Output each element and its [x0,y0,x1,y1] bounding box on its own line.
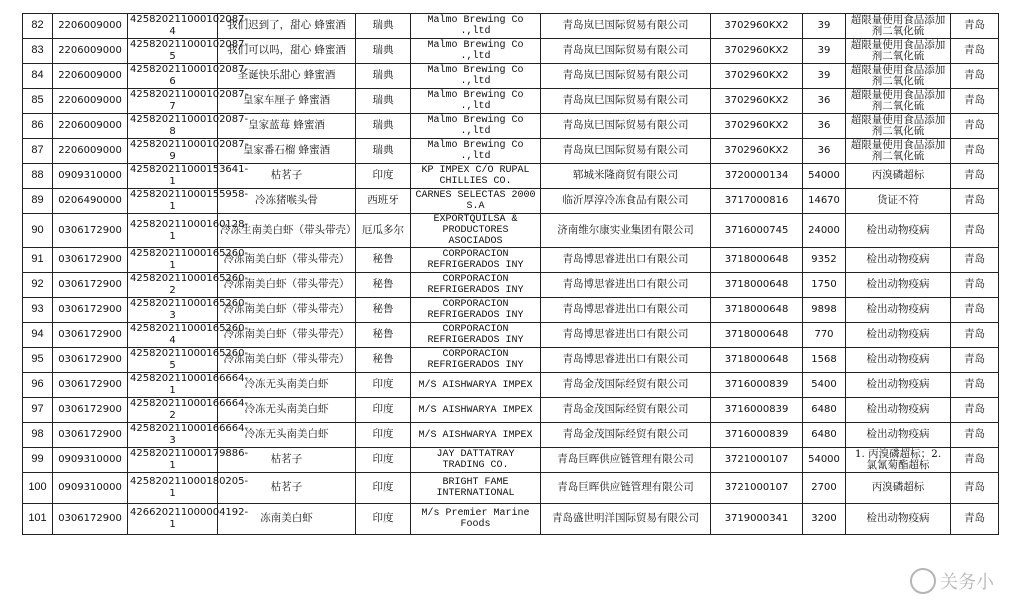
table-row [23,214,999,248]
hs-code-cell: 0306172900 [53,214,128,248]
importer-code-cell: 3719000341 [711,504,803,535]
product-name-cell: 枯茗子 [218,448,356,473]
rejection-reason-cell: 检出动物疫病 [846,504,951,535]
producer-name-cell: Malmo Brewing Co .,ltd [411,39,541,64]
origin-country-cell: 印度 [356,398,411,423]
declaration-number-cell: 425820211000165260-1 [128,248,218,273]
importer-code-cell: 3718000648 [711,248,803,273]
importer-name-cell: 青岛巨晖供应链管理有限公司 [541,473,711,504]
importer-code-cell: 3702960KX2 [711,89,803,114]
table-row [23,448,999,473]
table-row [23,504,999,535]
declaration-number-cell: 425820211000165260-4 [128,323,218,348]
rejection-reason-cell: 超限量使用食品添加剂二氧化硫 [846,114,951,139]
row-number-cell: 85 [23,89,53,114]
hs-code-cell: 0306172900 [53,373,128,398]
row-number-cell: 83 [23,39,53,64]
producer-name-cell: CARNES SELECTAS 2000 S.A [411,189,541,214]
row-number-cell: 99 [23,448,53,473]
hs-code-cell: 0306172900 [53,248,128,273]
declaration-number-cell: 425820211000102087-8 [128,114,218,139]
product-name-cell: 冻南美白虾 [218,504,356,535]
port-cell: 青岛 [951,39,999,64]
origin-country-cell: 秘鲁 [356,348,411,373]
row-number-cell: 91 [23,248,53,273]
declaration-number-cell: 425820211000166664-3 [128,423,218,448]
importer-name-cell: 青岛岚巳国际贸易有限公司 [541,14,711,39]
importer-name-cell: 青岛岚巳国际贸易有限公司 [541,139,711,164]
importer-name-cell: 青岛岚巳国际贸易有限公司 [541,89,711,114]
port-cell: 青岛 [951,189,999,214]
port-cell: 青岛 [951,164,999,189]
row-number-cell: 84 [23,64,53,89]
product-name-cell: 皇家车厘子 蜂蜜酒 [218,89,356,114]
rejection-reason-cell: 检出动物疫病 [846,398,951,423]
producer-name-cell: CORPORACION REFRIGERADOS INY [411,348,541,373]
rejection-reason-cell: 检出动物疫病 [846,273,951,298]
port-cell: 青岛 [951,323,999,348]
origin-country-cell: 瑞典 [356,39,411,64]
importer-name-cell: 青岛金茂国际经贸有限公司 [541,373,711,398]
row-number-cell: 98 [23,423,53,448]
quantity-cell: 9898 [803,298,846,323]
port-cell: 青岛 [951,448,999,473]
origin-country-cell: 瑞典 [356,114,411,139]
importer-code-cell: 3702960KX2 [711,139,803,164]
row-number-cell: 94 [23,323,53,348]
importer-name-cell: 青岛博思睿进出口有限公司 [541,248,711,273]
importer-name-cell: 青岛盛世明洋国际贸易有限公司 [541,504,711,535]
port-cell: 青岛 [951,214,999,248]
importer-name-cell: 青岛岚巳国际贸易有限公司 [541,39,711,64]
origin-country-cell: 印度 [356,504,411,535]
rejection-reason-cell: 超限量使用食品添加剂二氧化硫 [846,39,951,64]
quantity-cell: 39 [803,39,846,64]
table-row [23,139,999,164]
importer-code-cell: 3716000839 [711,373,803,398]
quantity-cell: 5400 [803,373,846,398]
declaration-number-cell: 425820211000155958-1 [128,189,218,214]
importer-code-cell: 3716000839 [711,423,803,448]
rejection-reason-cell: 检出动物疫病 [846,348,951,373]
quantity-cell: 39 [803,64,846,89]
port-cell: 青岛 [951,114,999,139]
hs-code-cell: 0909310000 [53,164,128,189]
rejection-reason-cell: 超限量使用食品添加剂二氧化硫 [846,14,951,39]
quantity-cell: 36 [803,139,846,164]
importer-name-cell: 青岛巨晖供应链管理有限公司 [541,448,711,473]
origin-country-cell: 西班牙 [356,189,411,214]
importer-code-cell: 3702960KX2 [711,14,803,39]
producer-name-cell: M/S AISHWARYA IMPEX [411,398,541,423]
importer-name-cell: 青岛岚巳国际贸易有限公司 [541,114,711,139]
product-name-cell: 枯茗子 [218,473,356,504]
origin-country-cell: 印度 [356,448,411,473]
table-row [23,164,999,189]
producer-name-cell: BRIGHT FAME INTERNATIONAL [411,473,541,504]
producer-name-cell: CORPORACION REFRIGERADOS INY [411,298,541,323]
quantity-cell: 6480 [803,423,846,448]
producer-name-cell: JAY DATTATRAY TRADING CO. [411,448,541,473]
product-name-cell: 皇家蓝莓 蜂蜜酒 [218,114,356,139]
producer-name-cell: M/s Premier Marine Foods [411,504,541,535]
port-cell: 青岛 [951,373,999,398]
product-name-cell: 冷冻南美白虾（带头带壳） [218,348,356,373]
quantity-cell: 9352 [803,248,846,273]
declaration-number-cell: 425820211000166664-1 [128,373,218,398]
port-cell: 青岛 [951,89,999,114]
importer-name-cell: 青岛岚巳国际贸易有限公司 [541,64,711,89]
producer-name-cell: Malmo Brewing Co .,ltd [411,64,541,89]
hs-code-cell: 0306172900 [53,323,128,348]
product-name-cell: 圣诞快乐甜心 蜂蜜酒 [218,64,356,89]
hs-code-cell: 0306172900 [53,273,128,298]
hs-code-cell: 2206009000 [53,64,128,89]
product-name-cell: 冷冻生南美白虾（带头带壳） [218,214,356,248]
product-name-cell: 冷冻南美白虾（带头带壳） [218,273,356,298]
producer-name-cell: CORPORACION REFRIGERADOS INY [411,273,541,298]
quantity-cell: 36 [803,114,846,139]
declaration-number-cell: 425820211000165260-2 [128,273,218,298]
declaration-number-cell: 425820211000160128-1 [128,214,218,248]
port-cell: 青岛 [951,14,999,39]
rejection-reason-cell: 丙溴磷超标 [846,164,951,189]
product-name-cell: 冷冻南美白虾（带头带壳） [218,323,356,348]
table-row [23,39,999,64]
table-row [23,114,999,139]
quantity-cell: 770 [803,323,846,348]
origin-country-cell: 秘鲁 [356,323,411,348]
rejection-reason-cell: 检出动物疫病 [846,214,951,248]
producer-name-cell: Malmo Brewing Co .,ltd [411,139,541,164]
hs-code-cell: 2206009000 [53,39,128,64]
quantity-cell: 3200 [803,504,846,535]
importer-code-cell: 3716000745 [711,214,803,248]
origin-country-cell: 秘鲁 [356,298,411,323]
declaration-number-cell: 425820211000102087-6 [128,64,218,89]
hs-code-cell: 2206009000 [53,139,128,164]
declaration-number-cell: 425820211000102087-4 [128,14,218,39]
importer-name-cell: 临沂厚淳冷冻食品有限公司 [541,189,711,214]
port-cell: 青岛 [951,423,999,448]
producer-name-cell: M/S AISHWARYA IMPEX [411,373,541,398]
port-cell: 青岛 [951,248,999,273]
hs-code-cell: 0909310000 [53,448,128,473]
hs-code-cell: 2206009000 [53,114,128,139]
rejection-table [22,13,999,535]
rejection-reason-cell: 检出动物疫病 [846,248,951,273]
quantity-cell: 54000 [803,448,846,473]
table-row [23,14,999,39]
row-number-cell: 101 [23,504,53,535]
hs-code-cell: 2206009000 [53,14,128,39]
product-name-cell: 冷冻无头南美白虾 [218,373,356,398]
row-number-cell: 86 [23,114,53,139]
table-row [23,423,999,448]
importer-name-cell: 青岛金茂国际经贸有限公司 [541,423,711,448]
importer-code-cell: 3718000648 [711,273,803,298]
declaration-number-cell: 425820211000153641-1 [128,164,218,189]
declaration-number-cell: 425820211000165260-3 [128,298,218,323]
rejection-reason-cell: 检出动物疫病 [846,298,951,323]
table-row [23,398,999,423]
importer-code-cell: 3716000839 [711,398,803,423]
table-row [23,298,999,323]
hs-code-cell: 0206490000 [53,189,128,214]
port-cell: 青岛 [951,504,999,535]
port-cell: 青岛 [951,139,999,164]
quantity-cell: 14670 [803,189,846,214]
hs-code-cell: 0306172900 [53,298,128,323]
hs-code-cell: 0909310000 [53,473,128,504]
importer-code-cell: 3702960KX2 [711,114,803,139]
rejection-reason-cell: 检出动物疫病 [846,323,951,348]
declaration-number-cell: 425820211000165260-5 [128,348,218,373]
declaration-number-cell: 425820211000102087-5 [128,39,218,64]
declaration-number-cell: 425820211000102087-7 [128,89,218,114]
product-name-cell: 冷冻无头南美白虾 [218,398,356,423]
quantity-cell: 1750 [803,273,846,298]
origin-country-cell: 瑞典 [356,64,411,89]
hs-code-cell: 2206009000 [53,89,128,114]
table-row [23,248,999,273]
origin-country-cell: 瑞典 [356,14,411,39]
quantity-cell: 36 [803,89,846,114]
port-cell: 青岛 [951,273,999,298]
table-row [23,64,999,89]
table-row [23,323,999,348]
wechat-icon [910,568,936,594]
row-number-cell: 82 [23,14,53,39]
producer-name-cell: Malmo Brewing Co .,ltd [411,89,541,114]
product-name-cell: 枯茗子 [218,164,356,189]
importer-code-cell: 3702960KX2 [711,64,803,89]
table-row [23,348,999,373]
port-cell: 青岛 [951,348,999,373]
port-cell: 青岛 [951,298,999,323]
importer-name-cell: 郓城米隆商贸有限公司 [541,164,711,189]
importer-code-cell: 3718000648 [711,323,803,348]
row-number-cell: 92 [23,273,53,298]
declaration-number-cell: 425820211000102087-9 [128,139,218,164]
importer-name-cell: 青岛博思睿进出口有限公司 [541,298,711,323]
importer-code-cell: 3720000134 [711,164,803,189]
quantity-cell: 1568 [803,348,846,373]
importer-name-cell: 青岛博思睿进出口有限公司 [541,273,711,298]
row-number-cell: 87 [23,139,53,164]
origin-country-cell: 瑞典 [356,89,411,114]
row-number-cell: 90 [23,214,53,248]
rejection-reason-cell: 货证不符 [846,189,951,214]
product-name-cell: 冷冻猪喉头骨 [218,189,356,214]
declaration-number-cell: 425820211000179886-1 [128,448,218,473]
table-row [23,273,999,298]
rejection-reason-cell: 超限量使用食品添加剂二氧化硫 [846,89,951,114]
rejection-reason-cell: 超限量使用食品添加剂二氧化硫 [846,64,951,89]
row-number-cell: 96 [23,373,53,398]
quantity-cell: 6480 [803,398,846,423]
row-number-cell: 97 [23,398,53,423]
watermark-text: 关务小 [940,572,994,593]
origin-country-cell: 印度 [356,423,411,448]
producer-name-cell: M/S AISHWARYA IMPEX [411,423,541,448]
product-name-cell: 冷冻南美白虾（带头带壳） [218,298,356,323]
origin-country-cell: 瑞典 [356,139,411,164]
rejection-reason-cell: 检出动物疫病 [846,423,951,448]
port-cell: 青岛 [951,473,999,504]
importer-code-cell: 3717000816 [711,189,803,214]
product-name-cell: 我们可以吗，甜心 蜂蜜酒 [218,39,356,64]
rejection-reason-cell: 1. 丙溴磷超标；2. 氯氰菊酯超标 [846,448,951,473]
origin-country-cell: 厄瓜多尔 [356,214,411,248]
product-name-cell: 冷冻南美白虾（带头带壳） [218,248,356,273]
port-cell: 青岛 [951,64,999,89]
product-name-cell: 冷冻无头南美白虾 [218,423,356,448]
rejection-reason-cell: 丙溴磷超标 [846,473,951,504]
table-row [23,189,999,214]
producer-name-cell: Malmo Brewing Co .,ltd [411,14,541,39]
producer-name-cell: CORPORACION REFRIGERADOS INY [411,248,541,273]
hs-code-cell: 0306172900 [53,398,128,423]
importer-code-cell: 3721000107 [711,448,803,473]
quantity-cell: 2700 [803,473,846,504]
quantity-cell: 54000 [803,164,846,189]
origin-country-cell: 印度 [356,164,411,189]
importer-name-cell: 青岛金茂国际经贸有限公司 [541,398,711,423]
importer-name-cell: 青岛博思睿进出口有限公司 [541,323,711,348]
hs-code-cell: 0306172900 [53,504,128,535]
quantity-cell: 24000 [803,214,846,248]
declaration-number-cell: 425820211000180205-1 [128,473,218,504]
rejection-reason-cell: 检出动物疫病 [846,373,951,398]
table-row [23,473,999,504]
origin-country-cell: 印度 [356,373,411,398]
row-number-cell: 88 [23,164,53,189]
origin-country-cell: 秘鲁 [356,273,411,298]
hs-code-cell: 0306172900 [53,348,128,373]
product-name-cell: 我们迟到了，甜心 蜂蜜酒 [218,14,356,39]
producer-name-cell: EXPORTQUILSA & PRODUCTORES ASOCIADOS [411,214,541,248]
row-number-cell: 100 [23,473,53,504]
table-row [23,89,999,114]
port-cell: 青岛 [951,398,999,423]
origin-country-cell: 秘鲁 [356,248,411,273]
table-row [23,373,999,398]
importer-code-cell: 3721000107 [711,473,803,504]
row-number-cell: 93 [23,298,53,323]
importer-code-cell: 3718000648 [711,298,803,323]
hs-code-cell: 0306172900 [53,423,128,448]
row-number-cell: 89 [23,189,53,214]
row-number-cell: 95 [23,348,53,373]
origin-country-cell: 印度 [356,473,411,504]
producer-name-cell: CORPORACION REFRIGERADOS INY [411,323,541,348]
producer-name-cell: KP IMPEX C/O RUPAL CHILLIES CO. [411,164,541,189]
watermark [910,568,994,594]
importer-code-cell: 3702960KX2 [711,39,803,64]
importer-name-cell: 青岛博思睿进出口有限公司 [541,348,711,373]
declaration-number-cell: 426620211000004192-1 [128,504,218,535]
declaration-number-cell: 425820211000166664-2 [128,398,218,423]
rejection-reason-cell: 超限量使用食品添加剂二氧化硫 [846,139,951,164]
quantity-cell: 39 [803,14,846,39]
product-name-cell: 皇家番石榴 蜂蜜酒 [218,139,356,164]
producer-name-cell: Malmo Brewing Co .,ltd [411,114,541,139]
importer-code-cell: 3718000648 [711,348,803,373]
importer-name-cell: 济南维尔康实业集团有限公司 [541,214,711,248]
